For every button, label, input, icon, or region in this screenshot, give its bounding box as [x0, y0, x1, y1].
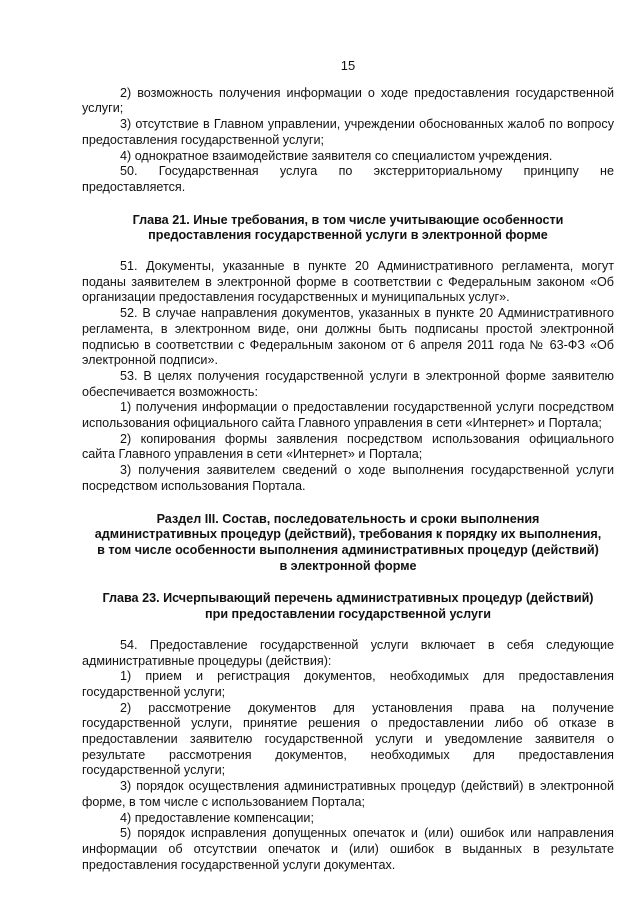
paragraph: 54. Предоставление государственной услуги включает в себя следующие административные процедуры (действия): [82, 637, 614, 668]
paragraph: 3) получения заявителем сведений о ходе выполнения государственной услуги посредством использования Портала. [82, 463, 614, 493]
paragraph: 4) предоставление компенсации; [120, 810, 314, 825]
paragraph: 2) возможность получения информации о ходе предоставления государственной услуги; [82, 85, 614, 116]
paragraph: 53. В целях получения государственной услуги в электронной форме заявителю обеспечивается возможность: [82, 368, 614, 399]
paragraph: 5) порядок исправления допущенных опечаток и (или) ошибок или направления информации об отсутствии опечаток и (или) ошибок в выданных в результате предоставления государственной услуги документах. [82, 826, 614, 872]
paragraph: 2) копирования формы заявления посредством использования официального сайта Главного управления в сети «Интернет» и Портала; [82, 431, 614, 462]
paragraph: 3) порядок осуществления административных процедур (действий) в электронной форме, в том числе с использованием Портала; [82, 779, 614, 809]
paragraph: 3) отсутствие в Главном управлении, учреждении обоснованных жалоб по вопросу предоставления государственной услуги; [82, 117, 614, 147]
chapter-heading: Глава 21. Иные требования, в том числе учитывающие особенности предоставления государственной услуги в электронной форме [132, 212, 564, 243]
paragraph: 1) прием и регистрация документов, необходимых для предоставления государственной услуги; [82, 669, 614, 699]
document-page [82, 58, 614, 873]
section-heading: Раздел III. Состав, последовательность и сроки выполнения административных процедур (действий), требования к порядку их выполнения, в том числе особенности выполнения административных процедур (действий) в электронной форме [94, 511, 602, 573]
paragraph: 2) рассмотрение документов для установления права на получение государственной услуги, принятие решения о предоставлении либо об отказе в предоставлении заявителю государственной услуги и уведомление заявителя о результате рассмотрения документов, необходимых для предоставления государственной услуги; [82, 700, 614, 778]
paragraph: 1) получения информации о предоставлении государственной услуги посредством использования официального сайта Главного управления в сети «Интернет» и Портала; [82, 400, 614, 431]
paragraph: 52. В случае направления документов, указанных в пункте 20 Административного регламента, в электронном виде, они должны быть подписаны простой электронной подписью в соответствии с Федеральным законом от 6 апреля 2011 года № 63-ФЗ «Об электронной подписи». [82, 306, 614, 368]
page-number: 15 [340, 58, 356, 73]
chapter-heading: Глава 23. Исчерпывающий перечень административных процедур (действий) при предоставлении государственной услуги [102, 591, 594, 622]
paragraph: 50. Государственная услуга по экстерриториальному принципу не предоставляется. [82, 164, 614, 194]
paragraph: 51. Документы, указанные в пункте 20 Административного регламента, могут поданы заявителем в электронной форме в соответствии с Федеральным законом «Об организации предоставления государственных и муниципальных услуг». [82, 259, 614, 305]
paragraph: 4) однократное взаимодействие заявителя со специалистом учреждения. [120, 148, 553, 163]
